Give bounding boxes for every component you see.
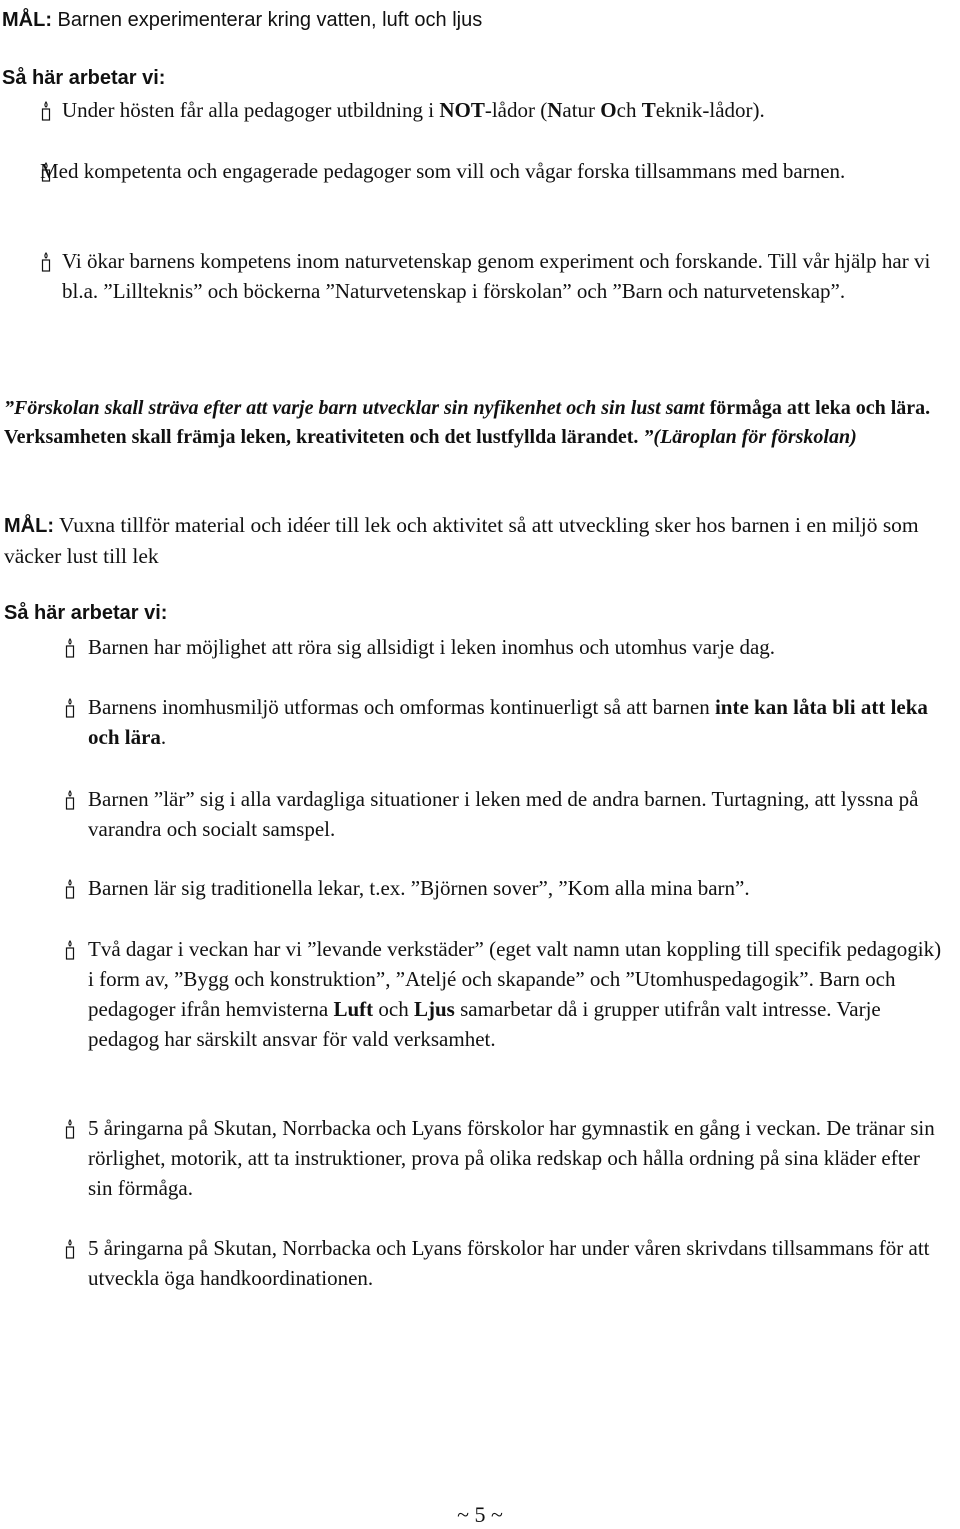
candle-icon [64, 790, 76, 810]
item-text: Barnen lär sig traditionella lekar, t.ex. ”Björnen sover”, ”Kom alla mina barn”. [88, 876, 750, 900]
work-2-item-6 [64, 1113, 944, 1203]
work-1-heading [2, 63, 952, 93]
item-text: . [160, 725, 167, 749]
item-bold: N [547, 98, 563, 122]
work-2-item-4 [64, 873, 944, 903]
work-2-item-3 [64, 784, 944, 844]
item-text: 5 åringarna på Skutan, Norrbacka och Lyans förskolor har under våren skrivdans tillsammans för att utveckla öga handkoordinationen. [88, 1236, 930, 1290]
item-text: Två dagar i veckan har vi ”levande verkstäder” (eget valt namn utan koppling till specifik pedagogik) i form av, ”Bygg och konstruktion”, ”Ateljé och skapande” och ”Utomhuspedagogik”. Barn och pedagoger ifrån hemvisterna [88, 937, 942, 1021]
candle-icon [40, 101, 52, 121]
work-2-item-7 [64, 1233, 944, 1293]
item-text: Under hösten får alla pedagoger utbildning i [62, 98, 440, 122]
quote-source: ”(Läroplan för förskolan) [643, 426, 857, 448]
item-text: och [373, 997, 414, 1021]
work-2-heading [4, 598, 954, 628]
curriculum-quote [4, 394, 954, 452]
item-bold: inte kan låta bli att leka och lära [88, 695, 928, 749]
item-text: samarbetar då i grupper utifrån valt intresse. Varje pedagog har särskilt ansvar för vald verksamhet. [88, 997, 881, 1051]
item-bold: T [641, 98, 656, 122]
item-text: eknik-lådor). [655, 98, 765, 122]
candle-icon [64, 1239, 76, 1259]
goal-1 [2, 5, 952, 35]
goal-2 [4, 510, 954, 571]
candle-icon [40, 252, 52, 272]
item-text: Barnens inomhusmiljö utformas och omformas kontinuerligt så att barnen [88, 695, 715, 719]
candle-icon [64, 940, 76, 960]
item-text: 5 åringarna på Skutan, Norrbacka och Lyans förskolor har gymnastik en gång i veckan. De tränar sin rörlighet, motorik, att ta instruktioner, prova på olika redskap och hålla ordning på sina kläder efter sin förmåga. [88, 1116, 935, 1200]
page-number: ~ 5 ~ [457, 1502, 503, 1527]
item-text: -lådor ( [484, 98, 548, 122]
work-1-item-1 [40, 95, 940, 125]
item-text: ch [616, 98, 642, 122]
candle-icon [40, 162, 52, 182]
quote-italic-text: ”Förskolan skall sträva efter att varje barn utvecklar sin nyfikenhet och sin lust samt [4, 397, 710, 419]
item-bold: Luft [333, 997, 374, 1021]
candle-icon [64, 879, 76, 899]
goal-1-label: MÅL: [2, 9, 52, 31]
item-text: Barnen har möjlighet att röra sig allsidigt i leken inomhus och utomhus varje dag. [88, 635, 776, 659]
work-1-heading-text: Så här arbetar vi: [2, 67, 166, 89]
item-bold: Ljus [414, 997, 455, 1021]
work-2-item-5 [64, 934, 944, 1054]
quote-bold-text: förmåga att leka och lära. Verksamheten skall främja leken, kreativiteten och det lustfyllda lärandet. [4, 397, 931, 448]
goal-2-text: Vuxna tillför material och idéer till lek och aktivitet så att utveckling sker hos barnen i en miljö som väcker lust till lek [4, 513, 919, 568]
goal-1-text: Barnen experimenterar kring vatten, luft och ljus [57, 9, 483, 31]
item-text: Med kompetenta och engagerade pedagoger som vill och vågar forska tillsammans med barnen. [40, 159, 846, 183]
candle-icon [64, 638, 76, 658]
work-1-item-2 [40, 156, 940, 186]
goal-2-label: MÅL: [4, 515, 54, 537]
candle-icon [64, 698, 76, 718]
item-bold: O [600, 98, 617, 122]
work-2-item-1 [64, 632, 944, 662]
candle-icon [64, 1119, 76, 1139]
work-1-item-3 [40, 246, 940, 306]
item-text: Barnen ”lär” sig i alla vardagliga situationer i leken med de andra barnen. Turtagning, att lyssna på varandra och socialt samspel. [88, 787, 919, 841]
item-bold: NOT [439, 98, 485, 122]
work-2-heading-text: Så här arbetar vi: [4, 602, 168, 624]
item-text: atur [562, 98, 601, 122]
work-2-item-2 [64, 692, 944, 752]
item-text: Vi ökar barnens kompetens inom naturvetenskap genom experiment och forskande. Till vår hjälp har vi bl.a. ”Lillteknis” och böckerna ”Naturvetenskap i förskolan” och ”Barn och naturvetenskap”. [62, 249, 931, 303]
